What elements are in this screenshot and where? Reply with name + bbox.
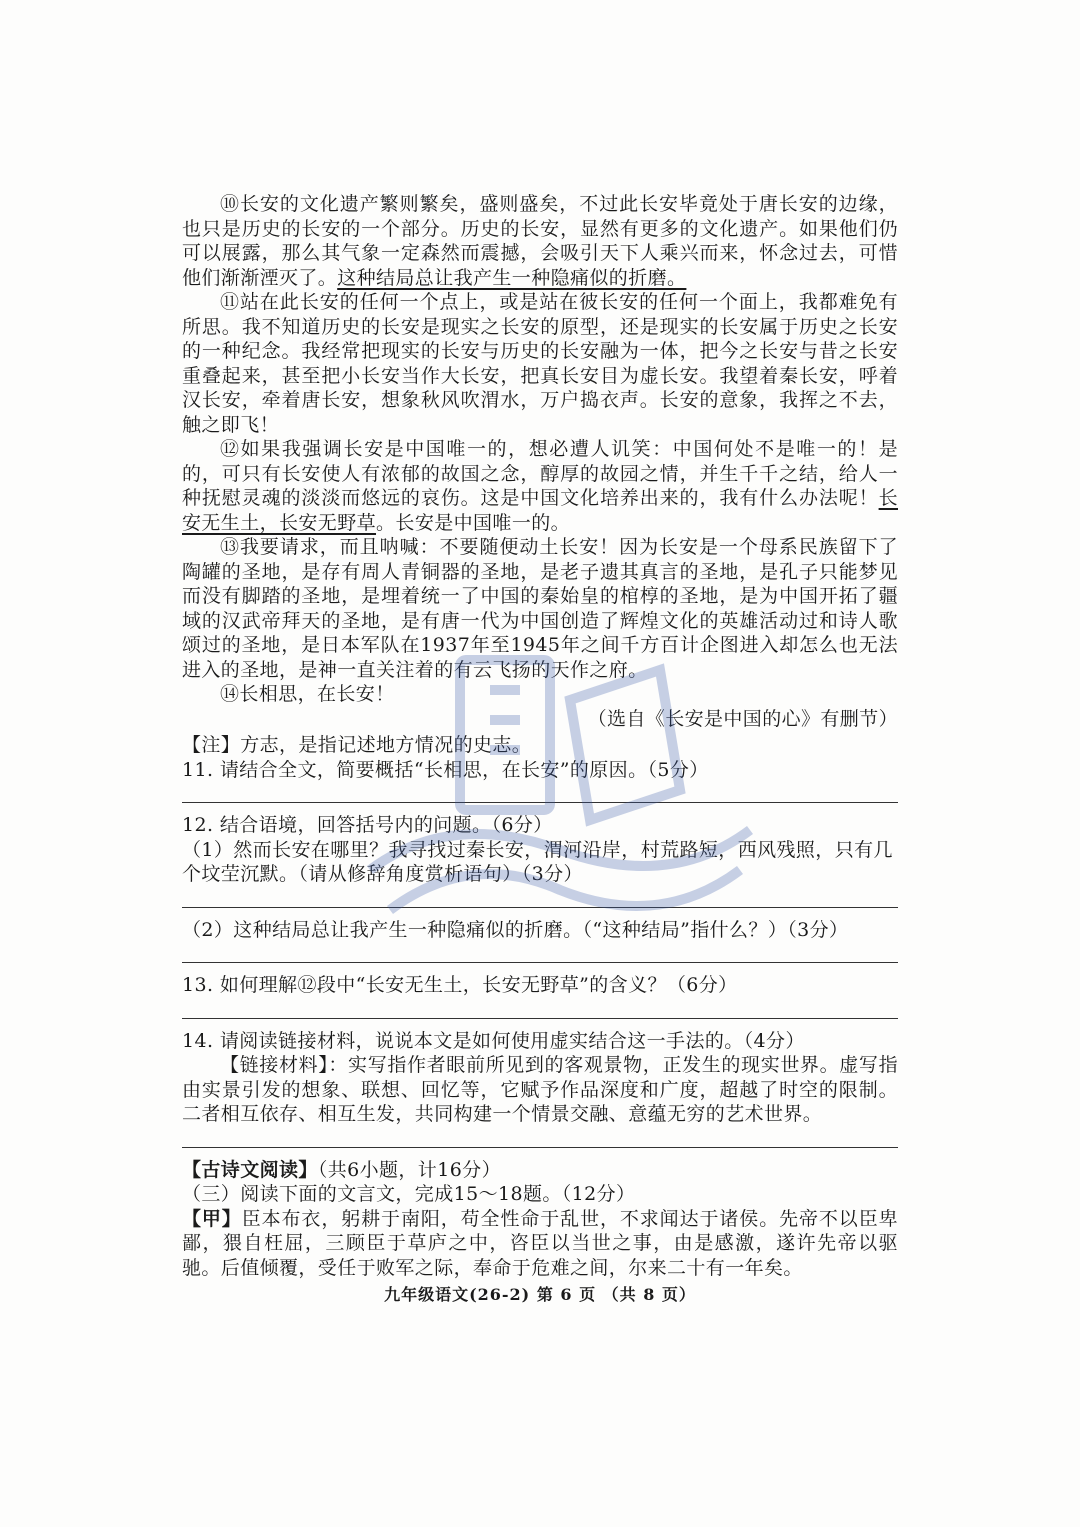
question-13: 13. 如何理解⑫段中“长安无生土，长安无野草”的含义？（6分） [182,974,738,996]
page-footer: 九年级语文(26-2) 第 6 页 （共 8 页） [384,1285,696,1304]
paragraph-10 [182,192,898,290]
paragraph-12-underlined-phrase: 长安无生土，长安无野草 [182,487,898,534]
paragraph-12 [182,437,898,535]
paragraph-12-text: ⑫如果我强调长安是中国唯一的，想必遭人讥笑：中国何处不是唯一的！是的，可只有长安使人有浓郁的故国之念，醇厚的故园之情，并生千千之结，给人一种抚慰灵魂的淡淡而悠远的哀伤。这是中国文化培养出来的，我有什么办法呢！ [182,438,898,509]
jia-label: 【甲】 [182,1207,242,1230]
classical-heading-label: 【古诗文阅读】 [182,1158,318,1181]
jia-text: 臣本布衣，躬耕于南阳，苟全性命于乱世，不求闻达于诸侯。先帝不以臣卑鄙，猥自枉屈，三顾臣于草庐之中，咨臣以当世之事，由是感激，遂许先帝以驱驰。后值倾覆，受任于败军之际，奉命于危难之间，尔来二十有一年矣。 [182,1207,899,1279]
classical-section-heading [182,1158,898,1183]
answer-line-14[interactable] [182,1127,898,1148]
classical-passage-jia [182,1207,898,1281]
classical-part-3: （三）阅读下面的文言文，完成15～18题。（12分） [182,1183,636,1205]
paragraph-13: ⑬我要请求，而且呐喊：不要随便动土长安！因为长安是一个母系民族留下了陶罐的圣地，是存有周人青铜器的圣地，是老子遗其真言的圣地，是孔子只能梦见而没有脚踏的圣地，是埋着统一了中国的秦始皇的棺椁的圣地，是为中国开拓了疆域的汉武帝拜天的圣地，是有唐一代为中国创造了辉煌文化的英雄活动过和诗人歌颂过的圣地，是日本军队在1937年至1945年之间千方百计企图进入却怎么也无法进入的圣地，是神一直关注着的有云飞扬的天作之府。 [182,536,898,681]
footnote: 【注】方志，是指记述地方情况的史志。 [182,734,532,756]
paragraph-14: ⑭长相思，在长安！ [220,683,395,705]
paragraph-11: ⑪站在此长安的任何一个点上，或是站在彼长安的任何一个面上，我都难免有所思。我不知道历史的长安是现实之长安的原型，还是现实的长安属于历史之长安的一种纪念。我经常把现实的长安与历史的长安融为一体，把今之长安与昔之长安重叠起来，甚至把小长安当作大长安，把真长安目为虚长安。我望着秦长安，呼着汉长安，牵着唐长安，想象秋风吹渭水，万户捣衣声。长安的意象，我挥之不去，触之即飞！ [182,291,898,436]
paragraph-10-underlined-sentence: 这种结局总让我产生一种隐痛似的折磨。 [337,266,687,289]
question-12-2: （2）这种结局总让我产生一种隐痛似的折磨。（“这种结局”指什么？）（3分） [182,918,849,941]
paragraph-12-tail: 。长安是中国唯一的。 [376,511,571,534]
answer-line-12-2[interactable] [182,942,898,963]
answer-line-12-1[interactable] [182,887,898,908]
link-material: 【链接材料】：实写指作者眼前所见到的客观景物，正发生的现实世界。虚写指由实景引发的想象、联想、回忆等，它赋予作品深度和广度，超越了时空的限制。二者相互依存、相互生发，共同构建一个情景交融、意蕴无穷的艺术世界。 [182,1054,898,1125]
answer-line-13[interactable] [182,998,898,1019]
paragraph-10-text: ⑩长安的文化遗产繁则繁矣，盛则盛矣，不过此长安毕竟处于唐长安的边缘，也只是历史的长安的一个部分。历史的长安，显然有更多的文化遗产。如果他们仍可以展露，那么其气象一定森然而震撼，会吸引天下人乘兴而来，怀念过去，可惜他们渐渐湮灭了。 [182,193,898,289]
source-citation: （选自《长安是中国的心》有删节） [587,707,898,730]
page-content [182,192,898,1280]
question-14: 14. 请阅读链接材料，说说本文是如何使用虚实结合这一手法的。（4分） [182,1029,805,1052]
question-12: 12. 结合语境，回答括号内的问题。（6分） [182,814,553,836]
classical-heading-score: （共6小题，计16分） [317,1158,501,1181]
question-11: 11. 请结合全文，简要概括“长相思，在长安”的原因。（5分） [182,758,709,781]
answer-line-11[interactable] [182,782,898,803]
question-12-1: （1）然而长安在哪里？我寻找过秦长安，渭河沿岸，村荒路短，西风残照，只有几个坟茔沉默。（请从修辞角度赏析语句）（3分） [182,838,893,885]
